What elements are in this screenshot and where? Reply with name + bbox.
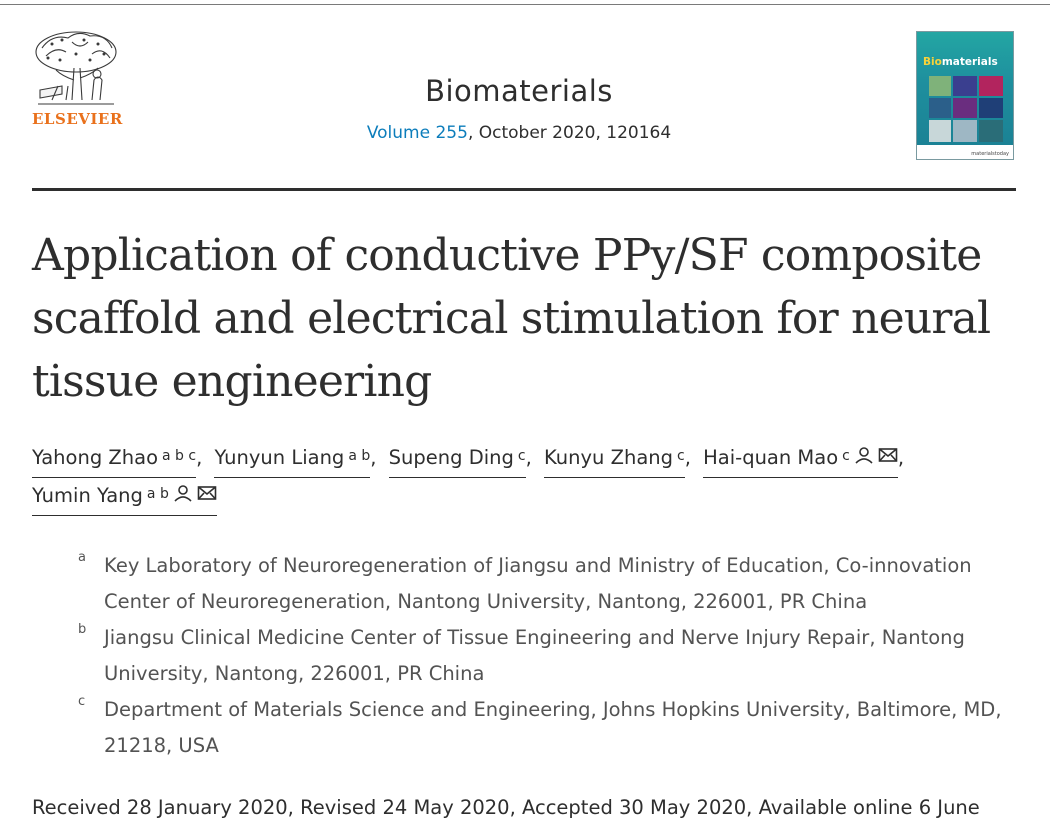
affiliation-text: Department of Materials Science and Engineering, Johns Hopkins University, Baltimore, MD, 21218, USA (104, 698, 1002, 757)
affiliation-list (78, 548, 1018, 764)
affiliation-text: Key Laboratory of Neuroregeneration of Jiangsu and Ministry of Education, Co-innovation Center of Neuroregeneration, Nantong University, Nantong, 226001, PR China (104, 554, 972, 613)
affiliation-label: b (78, 622, 87, 637)
author-link[interactable]: Yahong Zhao $^{a b c}$ (32, 440, 196, 478)
author-link[interactable]: Supeng Ding $^c$ (389, 440, 526, 478)
issue-details: , October 2020, 120164 (467, 123, 672, 143)
author-list: Yahong Zhao $^{a b c}$ , Yunyun Liang $^{a b}$ , Supeng Ding $^c$ , Kunyu Zhang $^c$ , Hai-quan Mao $^c$ , Yumin Yang $^{a b}$ (32, 440, 1022, 516)
cover-footer-text: materialstoday (971, 151, 1009, 157)
affiliation-item (78, 620, 1018, 692)
journal-cover-thumbnail[interactable] (916, 31, 1014, 160)
cover-image-grid (929, 76, 1003, 142)
article-history: Received 28 January 2020, Revised 24 May 2020, Accepted 30 May 2020, Available online 6 June (32, 796, 980, 819)
author-link[interactable]: Hai-quan Mao $^c$ (703, 440, 898, 478)
volume-link[interactable]: Volume 255 (366, 123, 468, 143)
journal-title[interactable]: Biomaterials (425, 74, 613, 108)
person-icon (854, 446, 874, 464)
affiliation-item (78, 692, 1018, 764)
affiliation-text: Jiangsu Clinical Medicine Center of Tissue Engineering and Nerve Injury Repair, Nantong University, Nantong, 226001, PR China (104, 626, 965, 685)
person-icon (173, 484, 193, 502)
header-divider (32, 188, 1016, 191)
email-icon (878, 446, 898, 464)
top-divider (0, 4, 1050, 5)
author-link[interactable]: Yumin Yang $^{a b}$ (32, 478, 217, 516)
author-link[interactable]: Yunyun Liang $^{a b}$ (214, 440, 370, 478)
email-icon (197, 484, 217, 502)
publisher-name[interactable]: ELSEVIER (32, 110, 123, 128)
issue-line (0, 123, 1038, 143)
cover-title: Biomaterials (923, 56, 998, 68)
affiliation-label: a (78, 550, 86, 565)
author-link[interactable]: Kunyu Zhang $^c$ (544, 440, 685, 478)
affiliation-item (78, 548, 1018, 620)
affiliation-label: c (78, 694, 86, 709)
article-title: Application of conductive PPy/SF composite scaffold and electrical stimulation for neural tissue engineering (32, 230, 991, 407)
